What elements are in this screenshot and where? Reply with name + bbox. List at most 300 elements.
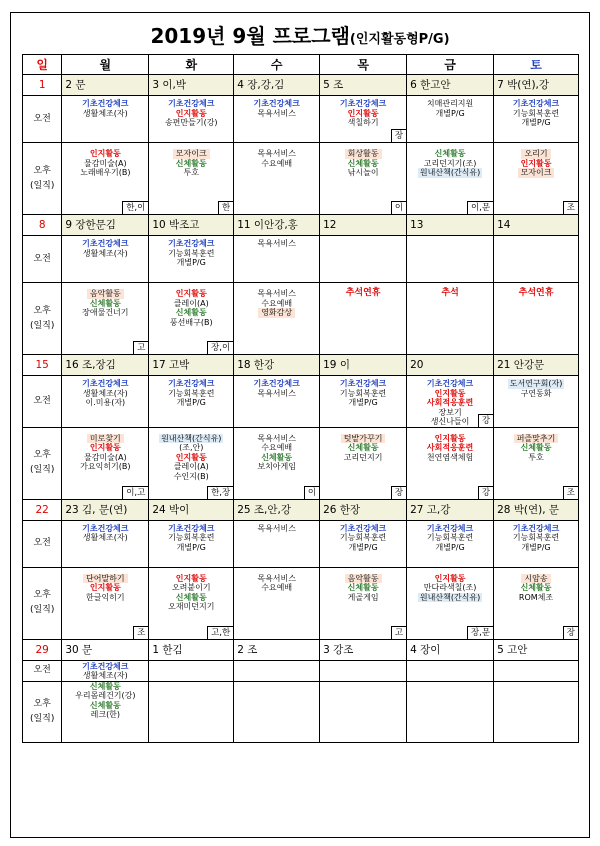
- date-cell-wed: [234, 639, 320, 660]
- activity-line: [62, 524, 148, 534]
- afternoon-cell-tue: [149, 143, 234, 215]
- activity-line: [407, 434, 493, 444]
- activity-text: 기초건강체크: [168, 239, 215, 248]
- morning-label: [23, 236, 61, 282]
- pm-activities: [62, 682, 148, 742]
- afternoon-label-cell: [23, 567, 62, 639]
- am-activities: [62, 96, 148, 142]
- pm-activities: [149, 428, 233, 499]
- activity-line: [320, 524, 406, 534]
- activity-line: [494, 379, 578, 389]
- afternoon-label: [23, 682, 61, 742]
- activity-line: [494, 118, 578, 128]
- activity-line: [320, 149, 406, 159]
- activity-text: 사회적응훈련: [426, 398, 474, 407]
- activity-line: [234, 159, 319, 169]
- pm-activities: [234, 568, 319, 639]
- activity-line: [62, 389, 148, 399]
- activity-text: 개별P/G: [521, 118, 551, 127]
- morning-cell-sat: [494, 660, 579, 681]
- activity-line: [494, 543, 578, 553]
- morning-cell-tue: [149, 520, 234, 567]
- date-label: 29: [35, 643, 49, 656]
- activity-text: 구연동화: [520, 388, 552, 398]
- activity-line: [494, 583, 578, 593]
- activity-line: [62, 398, 148, 408]
- activity-text: 생활체조(자): [82, 248, 128, 258]
- activity-line: [407, 524, 493, 534]
- afternoon-cell-fri: [407, 427, 494, 499]
- activity-line: [407, 389, 493, 399]
- activity-text: 인지활동: [434, 388, 466, 398]
- activity-line: [149, 543, 233, 553]
- pm-activities: [234, 143, 319, 214]
- activity-line: [407, 574, 493, 584]
- activity-text: 신체활동: [175, 158, 207, 168]
- activity-text: 오리기: [521, 149, 550, 159]
- morning-label: [23, 96, 61, 142]
- activity-line: [62, 583, 148, 593]
- afternoon-cell-mon: [62, 143, 149, 215]
- activity-line: [234, 379, 319, 389]
- activity-text: 회상활동: [345, 149, 382, 159]
- afternoon-row: [23, 681, 579, 742]
- activity-line: [62, 671, 148, 681]
- activity-line: [407, 379, 493, 389]
- morning-label-cell: [23, 376, 62, 428]
- activity-text: 개별P/G: [435, 542, 465, 552]
- activity-text: 투호: [528, 452, 544, 462]
- activity-text: 레크(한): [90, 710, 121, 719]
- staff-box: 장,문: [467, 626, 493, 639]
- date-row: [23, 355, 579, 376]
- activity-text: 모자이크: [518, 168, 555, 178]
- am-activities: [407, 376, 493, 427]
- date-label: 1 한김: [149, 640, 233, 660]
- date-cell-sun: [23, 639, 62, 660]
- staff-box: 한,이: [122, 201, 148, 214]
- date-label: 2 조: [234, 640, 319, 660]
- activity-text: 인지활동: [89, 149, 121, 158]
- activity-line: [234, 149, 319, 159]
- activity-text: 원내산책(간식유): [419, 592, 481, 602]
- activity-text: 추석: [441, 288, 459, 298]
- activity-line: [234, 434, 319, 444]
- activity-line: [407, 168, 493, 178]
- date-cell-tue: [149, 355, 234, 376]
- activity-text: 우리몸레건기(강): [75, 691, 136, 700]
- pm-activities: [149, 283, 233, 354]
- am-label-text: 오전: [33, 253, 51, 264]
- title-main: 2019년 9월 프로그램: [150, 24, 350, 48]
- date-cell-sat: [494, 355, 579, 376]
- activity-line: [320, 574, 406, 584]
- activity-text: 클레이(A): [173, 462, 209, 471]
- activity-line: [149, 472, 233, 482]
- pm-activities: [62, 143, 148, 214]
- date-cell-mon: [62, 499, 149, 520]
- activity-line: [407, 583, 493, 593]
- afternoon-row: [23, 283, 579, 355]
- morning-cell-mon: [62, 660, 149, 681]
- date-cell-sat: [494, 75, 579, 96]
- activity-line: [149, 258, 233, 268]
- afternoon-cell-thu: [320, 427, 407, 499]
- afternoon-label: [23, 283, 61, 354]
- activity-text: 보치아게임: [257, 462, 296, 471]
- activity-text: 신체활동: [520, 583, 552, 592]
- activity-text: 투호: [183, 168, 199, 177]
- activity-line: [149, 593, 233, 603]
- morning-cell-fri: [407, 660, 494, 681]
- afternoon-cell-mon: [62, 567, 149, 639]
- activity-text: 오재미던지기: [168, 602, 215, 611]
- afternoon-cell-tue: [149, 283, 234, 355]
- activity-text: 기능회복훈련: [168, 533, 215, 542]
- activity-text: 텃밭가꾸기: [341, 434, 386, 444]
- am-label-text: 오전: [33, 113, 51, 124]
- activity-text: 오려붙이기: [171, 583, 211, 592]
- activity-text: 음악활동: [345, 574, 382, 584]
- morning-cell-fri: [407, 520, 494, 567]
- pm-activities: [62, 568, 148, 639]
- activity-line: [494, 574, 578, 584]
- activity-text: 기능회복훈련: [168, 248, 215, 258]
- date-cell-tue: [149, 499, 234, 520]
- activity-line: [320, 159, 406, 169]
- afternoon-row: [23, 143, 579, 215]
- morning-row: [23, 376, 579, 428]
- morning-cell-tue: [149, 376, 234, 428]
- activity-line: [62, 99, 148, 109]
- pm-activities: [149, 682, 233, 742]
- pm-activities: [407, 682, 493, 742]
- date-label: 19 이: [323, 359, 350, 371]
- activity-text: 사회적응훈련: [426, 443, 474, 452]
- date-label: 20: [410, 359, 424, 371]
- activity-line: [494, 533, 578, 543]
- weekday-sat: 토: [494, 55, 579, 75]
- date-cell-thu: [320, 639, 407, 660]
- morning-label-cell: [23, 96, 62, 143]
- date-label: 22: [35, 503, 49, 516]
- pm-activities: [62, 283, 148, 354]
- date-label: 1: [38, 79, 46, 91]
- morning-cell-wed: [234, 376, 320, 428]
- date-label: 4 장,강,김: [237, 79, 285, 91]
- activity-line: [320, 118, 406, 128]
- staff-box: 고,한: [207, 626, 233, 639]
- date-cell-wed: [234, 499, 320, 520]
- title-sub: (인지활동형P/G): [349, 32, 450, 47]
- staff-box: 장,이: [207, 341, 233, 354]
- activity-text: 기초건강체크: [339, 379, 387, 388]
- activity-line: [62, 682, 148, 692]
- morning-label-cell: [23, 520, 62, 567]
- am-activities: [320, 661, 406, 681]
- afternoon-cell-tue: [149, 681, 234, 742]
- date-label: 5 고안: [494, 640, 578, 660]
- date-cell-sun: [23, 215, 62, 236]
- date-label: 10 박조고: [152, 219, 200, 231]
- activity-line: [234, 239, 319, 249]
- activity-line: [234, 453, 319, 463]
- am-activities: [407, 661, 493, 681]
- pm-activities: [494, 143, 578, 214]
- afternoon-cell-tue: [149, 567, 234, 639]
- pm-activities: [320, 568, 406, 639]
- activity-text: 기능회복훈련: [512, 108, 560, 118]
- activity-text: 추석연휴: [518, 288, 554, 298]
- staff-box: 고: [133, 341, 148, 354]
- activity-line: [149, 434, 233, 444]
- date-row: [23, 215, 579, 236]
- activity-text: 이.미용(자): [85, 398, 126, 407]
- activity-text: 신체활동: [434, 149, 466, 158]
- activity-text: 기능회복훈련: [168, 388, 215, 398]
- date-cell-fri: [407, 639, 494, 660]
- afternoon-cell-fri: [407, 143, 494, 215]
- activity-line: [320, 398, 406, 408]
- pm-activities: [320, 682, 406, 742]
- activity-line: [62, 701, 148, 711]
- activity-text: 장애물건너기: [82, 308, 129, 317]
- morning-cell-fri: [407, 376, 494, 428]
- date-cell-mon: [62, 355, 149, 376]
- activity-line: [62, 662, 148, 672]
- staff-box: 이,고: [122, 486, 148, 499]
- staff-box: 한: [218, 201, 233, 214]
- date-cell-thu: [320, 499, 407, 520]
- am-activities: [62, 521, 148, 567]
- activity-line: [62, 691, 148, 701]
- activity-line: [149, 289, 233, 299]
- activity-text: 모자이크: [173, 149, 210, 159]
- date-cell-mon: [62, 75, 149, 96]
- pm-activities: [407, 283, 493, 354]
- activity-text: 생활체조(자): [82, 388, 128, 398]
- activity-text: 기초건강체크: [253, 99, 300, 108]
- morning-cell-thu: [320, 236, 407, 283]
- activity-line: [407, 398, 493, 408]
- am-activities: [149, 661, 233, 681]
- activity-line: [62, 443, 148, 453]
- afternoon-cell-sat: [494, 427, 579, 499]
- activity-line: [494, 99, 578, 109]
- pm-label-text: (일직): [29, 320, 55, 331]
- am-activities: [234, 96, 319, 142]
- pm-label-text: 오후: [33, 590, 51, 600]
- activity-line: [494, 149, 578, 159]
- staff-box: 장: [563, 626, 578, 639]
- activity-line: [320, 583, 406, 593]
- activity-line: [407, 159, 493, 169]
- pm-activities: [494, 283, 578, 354]
- activity-line: [494, 289, 578, 299]
- activity-text: 신체활동: [175, 308, 207, 317]
- activity-text: 인지활동: [434, 573, 466, 583]
- activity-line: [149, 149, 233, 159]
- date-label: 18 한강: [237, 359, 275, 371]
- date-cell-wed: [234, 75, 320, 96]
- activity-text: 영화감상: [258, 308, 295, 318]
- activity-line: [234, 524, 319, 534]
- activity-text: 기초건강체크: [82, 523, 129, 533]
- activity-text: 목욕서비스: [257, 388, 296, 398]
- activity-line: [62, 379, 148, 389]
- afternoon-cell-thu: [320, 283, 407, 355]
- activity-line: [320, 593, 406, 603]
- am-activities: [234, 521, 319, 567]
- afternoon-cell-mon: [62, 283, 149, 355]
- afternoon-cell-wed: [234, 567, 320, 639]
- morning-label: [23, 521, 61, 567]
- afternoon-label: [23, 568, 61, 639]
- calendar-body: [23, 75, 579, 743]
- weekday-wed: 수: [234, 55, 320, 75]
- afternoon-cell-sat: [494, 567, 579, 639]
- morning-cell-thu: [320, 376, 407, 428]
- activity-line: [320, 109, 406, 119]
- staff-box: 이: [391, 201, 406, 214]
- date-cell-mon: [62, 639, 149, 660]
- date-cell-sun: [23, 355, 62, 376]
- activity-line: [149, 118, 233, 128]
- activity-line: [149, 318, 233, 328]
- afternoon-cell-thu: [320, 143, 407, 215]
- activity-text: 목욕서비스: [257, 289, 296, 298]
- activity-text: 기초건강체크: [512, 523, 560, 533]
- activity-text: 게골게임: [347, 592, 379, 602]
- activity-line: [234, 289, 319, 299]
- activity-text: 인지활동: [175, 573, 207, 583]
- activity-line: [62, 149, 148, 159]
- am-activities: [407, 236, 493, 282]
- activity-line: [62, 239, 148, 249]
- pm-activities: [407, 143, 493, 214]
- activity-line: [62, 462, 148, 472]
- activity-text: 인지활동: [347, 108, 379, 118]
- activity-text: 단어말하기: [83, 574, 128, 584]
- activity-line: [149, 574, 233, 584]
- activity-text: 신체활동: [520, 443, 552, 452]
- morning-cell-mon: [62, 520, 149, 567]
- activity-line: [149, 533, 233, 543]
- activity-line: [62, 574, 148, 584]
- activity-text: 노래배우기(B): [80, 168, 131, 177]
- activity-line: [234, 308, 319, 318]
- activity-text: 생신나들이: [430, 417, 470, 426]
- morning-cell-sat: [494, 520, 579, 567]
- date-cell-fri: [407, 215, 494, 236]
- activity-line: [320, 168, 406, 178]
- am-activities: [494, 376, 578, 427]
- date-label: 6 한고안: [410, 79, 451, 91]
- date-cell-wed: [234, 215, 320, 236]
- am-activities: [407, 521, 493, 567]
- staff-box: 조: [563, 201, 578, 214]
- activity-text: 가요익히기(B): [80, 462, 131, 471]
- morning-cell-tue: [149, 660, 234, 681]
- activity-text: 생활체조(자): [82, 671, 128, 680]
- activity-text: 낚시놀이: [347, 168, 379, 177]
- morning-cell-wed: [234, 96, 320, 143]
- activity-line: [149, 389, 233, 399]
- activity-line: [149, 99, 233, 109]
- pm-activities: [320, 283, 406, 354]
- weekday-mon: 월: [62, 55, 149, 75]
- pm-label-text: (일직): [29, 465, 55, 475]
- activity-text: 물감미술(A): [84, 158, 127, 168]
- date-label: 26 한장: [323, 503, 361, 516]
- activity-text: 기초건강체크: [82, 661, 129, 671]
- activity-text: 인지활동: [175, 289, 207, 298]
- date-cell-mon: [62, 215, 149, 236]
- afternoon-cell-fri: [407, 283, 494, 355]
- activity-text: 고리던지기(조): [423, 158, 477, 168]
- staff-box: 장: [391, 129, 406, 142]
- morning-label-cell: [23, 660, 62, 681]
- activity-line: [494, 389, 578, 399]
- afternoon-row: [23, 567, 579, 639]
- afternoon-label-cell: [23, 681, 62, 742]
- activity-line: [149, 308, 233, 318]
- date-cell-tue: [149, 639, 234, 660]
- activity-text: 신체활동: [347, 443, 379, 452]
- pm-label-text: (일직): [29, 180, 55, 191]
- activity-text: 음악활동: [87, 289, 124, 299]
- activity-line: [149, 583, 233, 593]
- am-label-text: 오전: [33, 665, 51, 675]
- date-label: 14: [497, 219, 511, 231]
- date-label: 23 김, 문(연): [65, 503, 128, 516]
- date-cell-tue: [149, 215, 234, 236]
- afternoon-label-cell: [23, 283, 62, 355]
- date-label: 30 문: [62, 640, 148, 660]
- activity-line: [62, 593, 148, 603]
- pm-activities: [149, 568, 233, 639]
- activity-line: [320, 99, 406, 109]
- activity-line: [149, 249, 233, 259]
- staff-box: 이,문: [467, 201, 493, 214]
- staff-box: 강: [478, 414, 493, 427]
- am-activities: [149, 96, 233, 142]
- date-label: 13: [410, 219, 424, 231]
- morning-row: [23, 236, 579, 283]
- am-activities: [149, 236, 233, 282]
- pm-activities: [407, 568, 493, 639]
- date-row: [23, 639, 579, 660]
- pm-activities: [494, 682, 578, 742]
- activity-text: 색칠하기: [347, 118, 379, 127]
- morning-cell-wed: [234, 236, 320, 283]
- activity-line: [494, 159, 578, 169]
- activity-line: [320, 434, 406, 444]
- date-label: 21 안강문: [497, 359, 545, 371]
- activity-line: [234, 583, 319, 593]
- activity-text: 천연염색체험: [426, 452, 474, 462]
- activity-text: 기초건강체크: [82, 239, 129, 248]
- pm-label-text: 오후: [33, 165, 51, 176]
- morning-cell-fri: [407, 96, 494, 143]
- activity-line: [234, 109, 319, 119]
- activity-line: [62, 159, 148, 169]
- activity-line: [407, 149, 493, 159]
- afternoon-cell-wed: [234, 681, 320, 742]
- activity-text: 인지활동: [175, 452, 207, 462]
- activity-text: 신체활동: [261, 452, 293, 462]
- activity-line: [320, 543, 406, 553]
